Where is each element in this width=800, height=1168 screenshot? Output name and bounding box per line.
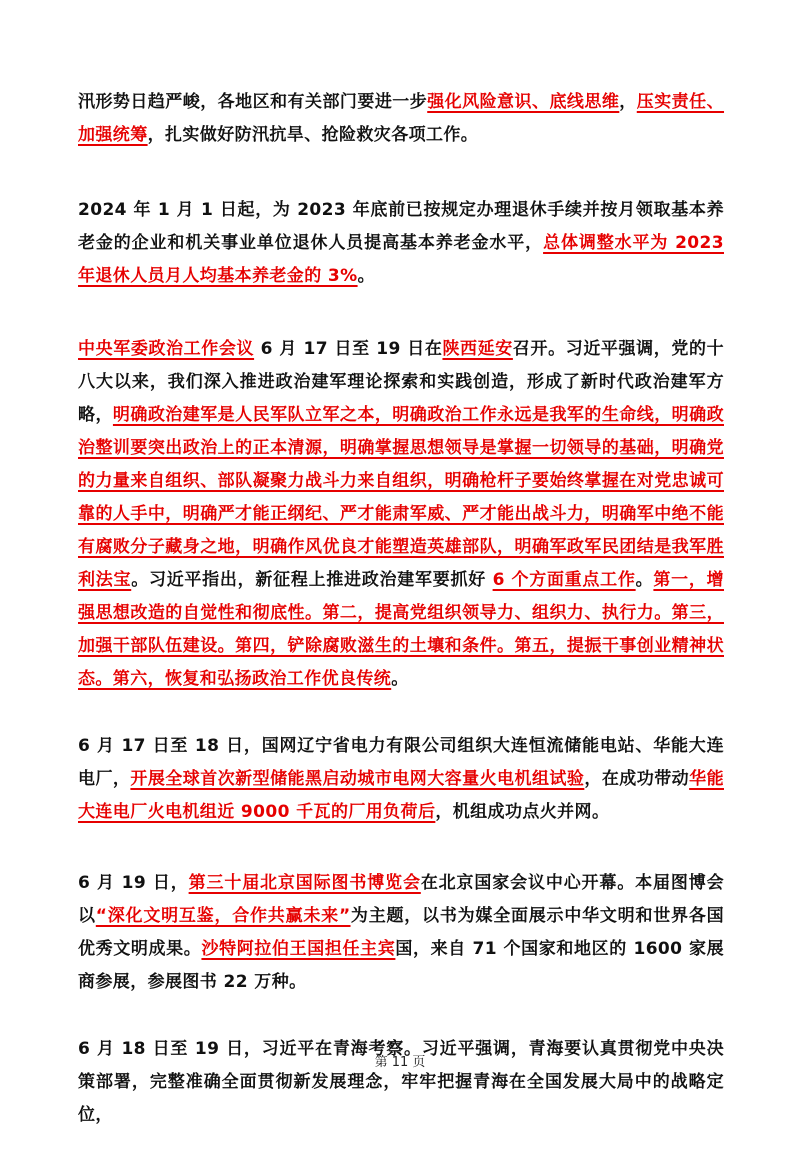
paragraph-flood-control bbox=[78, 86, 724, 152]
body-text: 6 月 17 日至 19 日在 bbox=[254, 339, 443, 359]
highlighted-text: 第一，增强思想改造的自觉性和彻底性。第二，提高党组织领导力、组织力、执行力。第三，加强干部队伍建设。第四，铲除腐败滋生的土壤和条件。第五，提振干事创业精神状态。第六，恢复和弘扬政治工作优良传统 bbox=[78, 570, 724, 689]
body-text: ， bbox=[619, 92, 637, 112]
body-text: 2024 年 1 月 1 日起，为 2023 年底前已按规定办理退休手续并按月领取基本养老金的企业和机关事业单位退休人员提高基本养老金水平， bbox=[78, 200, 724, 253]
body-text: 6 月 19 日， bbox=[78, 873, 189, 893]
body-text: 为主题，以书为媒全面展示中华文明和世界各国优秀文明成果。 bbox=[78, 906, 724, 959]
paragraph-energy-storage-test bbox=[78, 730, 724, 829]
highlighted-text: 明确政治建军是人民军队立军之本，明确政治工作永远是我军的生命线，明确政治整训要突出政治上的正本清源，明确掌握思想领导是掌握一切领导的基础，明确党的力量来自组织、部队凝聚力战斗力来自组织，明确枪杆子要始终掌握在对党忠诚可靠的人手中，明确严才能正纲纪、严才能肃军威、严才能出战斗力，明确军中绝不能有腐败分子藏身之地，明确作风优良才能塑造英雄部队，明确军政军民团结是我军胜利法宝 bbox=[78, 405, 724, 590]
body-text: 汛形势日趋严峻，各地区和有关部门要进一步 bbox=[78, 92, 428, 112]
highlighted-text: 总体调整水平为 2023 年退休人员月人均基本养老金的 3% bbox=[78, 233, 724, 286]
body-text: 。 bbox=[391, 669, 409, 689]
highlighted-text: 第三十届北京国际图书博览会 bbox=[188, 873, 421, 893]
body-text: 召开。习近平强调，党的十八大以来，我们深入推进政治建军理论探索和实践创造，形成了新时代政治建军方略， bbox=[78, 339, 724, 425]
highlighted-text: 强化风险意识、底线思维 bbox=[427, 92, 620, 112]
highlighted-text: 开展全球首次新型储能黑启动城市电网大容量火电机组试验 bbox=[130, 769, 585, 789]
paragraph-military-political-conference bbox=[78, 333, 724, 696]
body-text: 。 bbox=[357, 266, 375, 286]
highlighted-text: 沙特阿拉伯王国担任主宾 bbox=[201, 939, 396, 959]
highlighted-text: 陕西延安 bbox=[442, 339, 513, 359]
body-text: 。 bbox=[635, 570, 654, 590]
body-text: 在北京国家会议中心开幕。本届图博会以 bbox=[78, 873, 724, 926]
highlighted-text: 华能大连电厂火电机组近 9000 千瓦的厂用负荷后 bbox=[78, 769, 724, 822]
highlighted-text: 压实责任、加强统筹 bbox=[78, 92, 725, 145]
body-text: 国，来自 71 个国家和地区的 1600 家展商参展，参展图书 22 万种。 bbox=[78, 939, 724, 992]
paragraph-qinghai-inspection bbox=[78, 1033, 724, 1132]
body-text: ，在成功带动 bbox=[584, 769, 690, 789]
document-body bbox=[78, 86, 724, 1168]
body-text: ，机组成功点火并网。 bbox=[435, 802, 610, 822]
paragraph-pension-adjustment bbox=[78, 194, 724, 293]
highlighted-text: 中央军委政治工作会议 bbox=[78, 339, 255, 359]
body-text: 6 月 18 日至 19 日，习近平在青海考察。习近平强调，青海要认真贯彻党中央决策部署，完整准确全面贯彻新发展理念，牢牢把握青海在全国发展大局中的战略定位， bbox=[78, 1039, 724, 1125]
highlighted-text: “深化文明互鉴，合作共赢未来” bbox=[95, 906, 351, 926]
body-text: 。习近平指出，新征程上推进政治建军要抓好 bbox=[131, 570, 493, 590]
body-text: 6 月 17 日至 18 日，国网辽宁省电力有限公司组织大连恒流储能电站、华能大连电厂， bbox=[78, 736, 724, 789]
highlighted-text: 6 个方面重点工作 bbox=[492, 570, 636, 590]
paragraph-book-fair bbox=[78, 867, 724, 999]
page-number-footer: 第 11 页 bbox=[374, 1055, 426, 1070]
body-text: ，扎实做好防汛抗旱、抢险救灾各项工作。 bbox=[147, 125, 479, 145]
